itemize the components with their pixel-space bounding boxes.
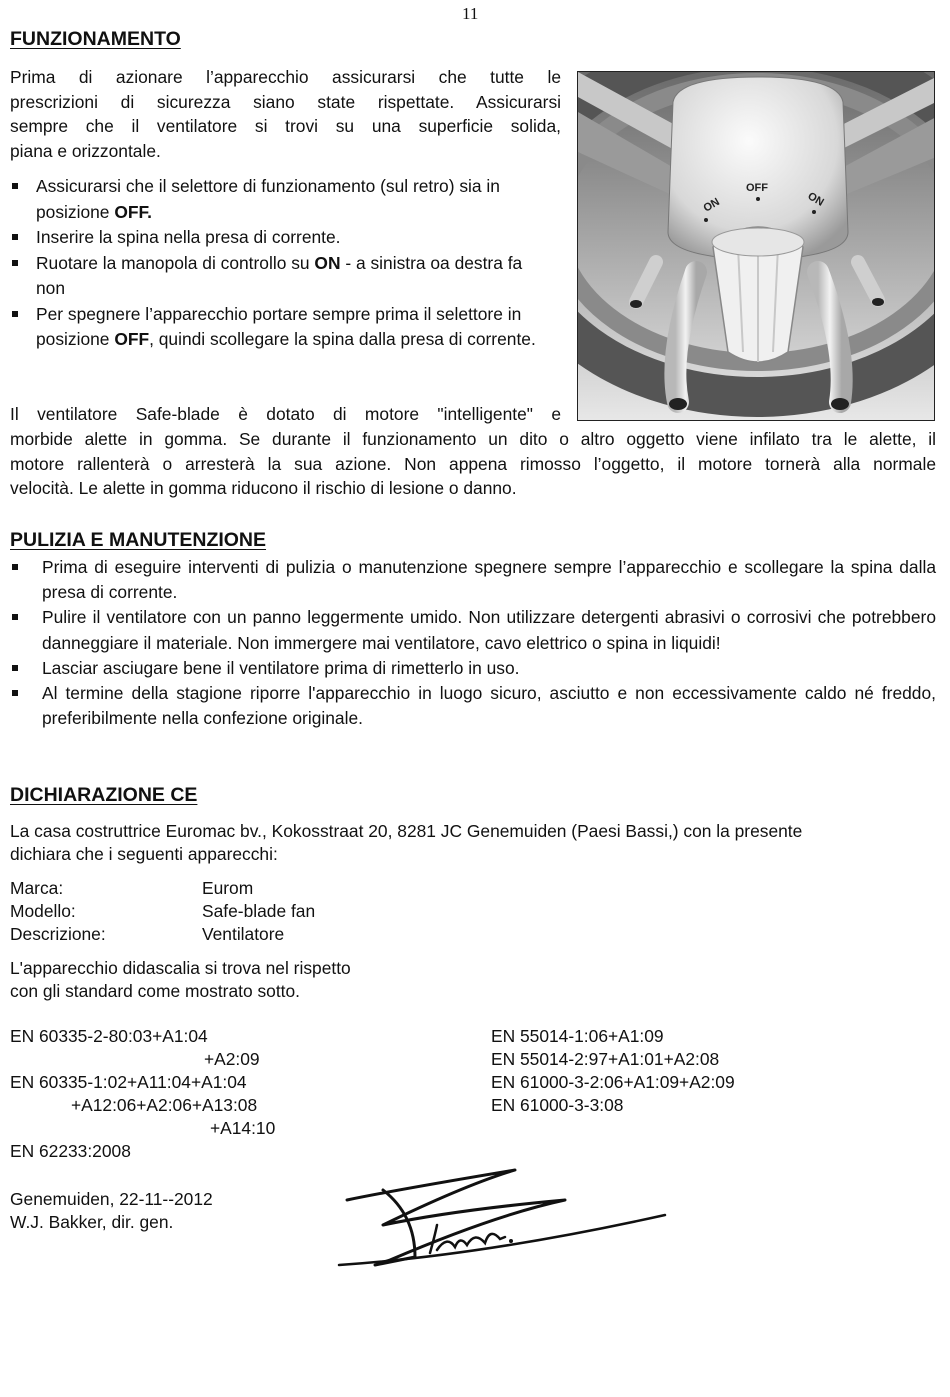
safe-blade-line: morbide alette in gomma. Se durante il funzionamento un dito o altro oggetto viene infilato tra le alette, il	[10, 429, 936, 449]
standard-entry: EN 61000-3-3:08	[491, 1095, 624, 1115]
off-dot-icon	[756, 197, 760, 201]
safe-blade-first-line: Il ventilatore Safe-blade è dotato di motore "intelligente" e	[10, 404, 561, 424]
standard-entry: EN 55014-1:06+A1:09	[491, 1026, 664, 1046]
fan-illustration	[578, 72, 935, 421]
operation-bullet: Inserire la spina nella presa di corrente.	[10, 225, 555, 251]
declaration-intro-line: La casa costruttrice Euromac bv., Kokosstraat 20, 8281 JC Genemuiden (Paesi Bassi,) con la presente	[10, 821, 803, 841]
on-left-dot-icon	[704, 218, 708, 222]
section-title-pulizia: PULIZIA E MANUTENZIONE	[10, 529, 267, 551]
operation-bullet: Per spegnere l’apparecchio portare sempre prima il selettore in posizione OFF, quindi scollegare la spina dalla presa di corrente.	[10, 302, 555, 353]
safe-blade-line: velocità. Le alette in gomma riducono il rischio di lesione o danno.	[10, 478, 517, 498]
standard-entry: EN 62233:2008	[10, 1141, 131, 1161]
on-left-label: ON	[701, 195, 722, 215]
cleaning-bullet: Lasciar asciugare bene il ventilatore prima di rimetterlo in uso.	[10, 656, 936, 681]
intro-line: Prima di azionare l’apparecchio assicurarsi che tutte le	[10, 67, 561, 87]
field-label-descrizione: Descrizione:	[10, 924, 106, 944]
field-value-descrizione: Ventilatore	[202, 924, 285, 944]
field-label-marca: Marca:	[10, 878, 64, 898]
standard-entry: EN 60335-1:02+A11:04+A1:04	[10, 1072, 247, 1092]
standards-note-line: con gli standard come mostrato sotto.	[10, 981, 300, 1001]
operation-bullet: Assicurarsi che il selettore di funzionamento (sul retro) sia in posizione OFF.	[10, 174, 555, 225]
on-right-label: ON	[805, 190, 826, 209]
page-number: 11	[462, 4, 479, 23]
off-label: OFF	[746, 182, 768, 194]
intro-line: sempre che il ventilatore si trovi su una superficie solida,	[10, 116, 561, 136]
standard-entry: EN 60335-2-80:03+A1:04	[10, 1026, 208, 1046]
field-label-modello: Modello:	[10, 901, 76, 921]
standard-entry: EN 55014-2:97+A1:01+A2:08	[491, 1049, 720, 1069]
intro-paragraph	[10, 65, 561, 163]
field-value-modello: Safe-blade fan	[202, 901, 316, 921]
cleaning-bullet-list	[10, 555, 936, 731]
safe-blade-line: motore rallenterà o arresterà la sua azione. Non appena rimosso l’oggetto, il motore tornerà alla normale	[10, 453, 936, 474]
cleaning-bullet: Al termine della stagione riporre l'apparecchio in luogo sicuro, asciutto e non eccessivamente caldo né freddo, preferibilmente nella confezione originale.	[10, 681, 936, 731]
cleaning-bullet: Prima di eseguire interventi di pulizia o manutenzione spegnere sempre l’apparecchio e scollegare la spina dalla presa di corrente.	[10, 555, 936, 605]
safe-blade-paragraph	[10, 427, 936, 501]
handwritten-signature	[335, 1165, 670, 1275]
on-right-dot-icon	[812, 210, 816, 214]
place-date: Genemuiden, 22-11--2012	[10, 1189, 213, 1209]
field-value-marca: Eurom	[202, 878, 254, 898]
section-title-funzionamento: FUNZIONAMENTO	[10, 28, 181, 50]
operation-bullet-list	[10, 174, 555, 353]
intro-line: piana e orizzontale.	[10, 140, 161, 161]
standard-entry: +A2:09	[204, 1049, 260, 1069]
standard-entry: EN 61000-3-2:06+A1:09+A2:09	[491, 1072, 735, 1092]
cleaning-bullet: Pulire il ventilatore con un panno leggermente umido. Non utilizzare detergenti abrasivi o corrosivi che potrebbero danneggiare il materiale. Non immergere mai ventilatore, cavo elettrico o spina in liquidi!	[10, 605, 936, 655]
standard-entry: +A14:10	[210, 1118, 276, 1138]
intro-line: prescrizioni di sicurezza siano state rispettate. Assicurarsi	[10, 91, 561, 112]
signatory-name: W.J. Bakker, dir. gen.	[10, 1212, 174, 1232]
fan-control-photo	[577, 71, 935, 421]
declaration-intro-line: dichiara che i seguenti apparecchi:	[10, 844, 278, 864]
standards-note-line: L'apparecchio didascalia si trova nel rispetto	[10, 958, 351, 978]
operation-bullet: Ruotare la manopola di controllo su ON - a sinistra oa destra fa non	[10, 251, 555, 302]
standard-entry: +A12:06+A2:06+A13:08	[71, 1095, 258, 1115]
section-title-dichiarazione: DICHIARAZIONE CE	[10, 784, 198, 806]
